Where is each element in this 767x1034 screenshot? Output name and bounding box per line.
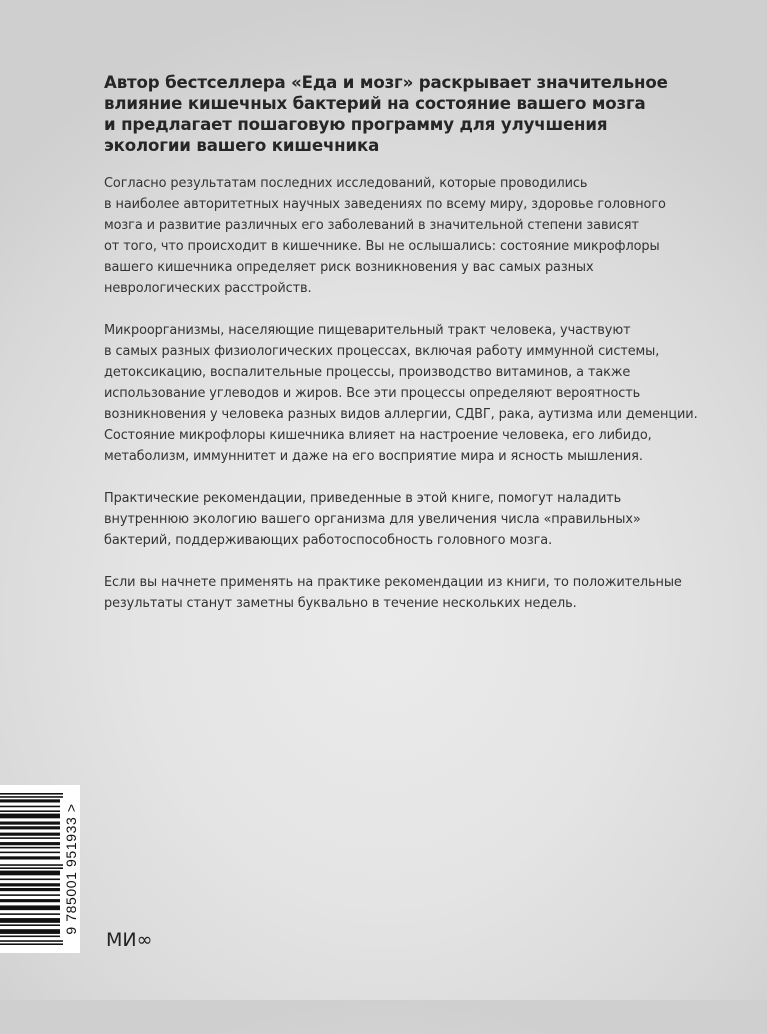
back-cover-text (104, 72, 698, 635)
text-line: Микроорганизмы, населяющие пищеварительный тракт человека, участвуют (104, 323, 631, 338)
barcode-bar (0, 814, 60, 819)
barcode-bar (0, 943, 63, 945)
text-line: в наиболее авторитетных научных заведениях по всему миру, здоровье головного (104, 197, 666, 212)
barcode-bar (0, 924, 60, 926)
isbn-barcode (0, 785, 80, 953)
barcode-bar (0, 899, 60, 902)
text-line: мозга и развитие различных его заболеваний в значительной степени зависят (104, 218, 639, 233)
barcode-bar (0, 879, 60, 881)
barcode-bar (0, 826, 60, 829)
barcode-bar (0, 905, 60, 910)
barcode-bar (0, 833, 60, 836)
text-line: в самых разных физиологических процессах, включая работу иммунной системы, (104, 344, 660, 359)
text-line: внутреннюю экологию вашего организма для увеличения числа «правильных» (104, 512, 641, 527)
barcode-bar (0, 847, 60, 849)
text-line: неврологических расстройств. (104, 281, 312, 296)
barcode-bar (0, 913, 60, 915)
lead-line: экологии вашего кишечника (104, 136, 380, 155)
lead-line: и предлагает пошаговую программу для улучшения (104, 115, 608, 134)
paragraph-research (104, 173, 684, 299)
barcode-bars (0, 793, 63, 1034)
text-line: Состояние микрофлоры кишечника влияет на настроение человека, его либидо, (104, 428, 652, 443)
barcode-bar (0, 793, 63, 795)
barcode-number: 9 785001 951933 > (63, 803, 79, 935)
barcode-bar (0, 806, 60, 808)
text-line: Если вы начнете применять на практике рекомендации из книги, то положительные (104, 575, 682, 590)
barcode-bar (0, 867, 63, 869)
barcode-bar (0, 936, 60, 938)
text-line: детоксикацию, воспалительные процессы, производство витаминов, а также (104, 365, 631, 380)
barcode-bar (0, 822, 60, 825)
barcode-bar (0, 799, 60, 802)
barcode-bar (0, 871, 60, 876)
barcode-bar (0, 796, 63, 798)
text-line: вашего кишечника определяет риск возникновения у вас самых разных (104, 260, 594, 275)
barcode-bar (0, 883, 60, 886)
lead-heading (104, 72, 684, 156)
lead-line: Автор бестселлера «Еда и мозг» раскрывает значительное (104, 73, 668, 92)
barcode-bar (0, 918, 60, 923)
text-line: метаболизм, иммуннитет и даже на его восприятие мира и ясность мышления. (104, 449, 643, 464)
paragraph-recommendations (104, 488, 684, 551)
barcode-bar (0, 856, 60, 859)
paragraph-results (104, 572, 684, 614)
barcode-bar (0, 894, 60, 896)
text-line: от того, что происходит в кишечнике. Вы не ослышались: состояние микрофлоры (104, 239, 660, 254)
text-line: Практические рекомендации, приведенные в этой книге, помогут наладить (104, 491, 622, 506)
text-line: бактерий, поддерживающих работоспособность головного мозга. (104, 533, 553, 548)
paragraph-microorganisms (104, 320, 698, 467)
barcode-bar (0, 929, 60, 934)
barcode-digits (62, 785, 80, 953)
text-line: результаты станут заметны буквально в течение нескольких недель. (104, 596, 577, 611)
barcode-bar (0, 864, 63, 866)
barcode-bar (0, 842, 60, 845)
barcode-bar (0, 837, 60, 839)
text-line: Согласно результатам последних исследований, которые проводились (104, 176, 588, 191)
text-line: использование углеводов и жиров. Все эти процессы определяют вероятность (104, 386, 641, 401)
barcode-bar (0, 888, 60, 891)
text-line: возникновения у человека разных видов аллергии, СДВГ, рака, аутизма или деменции. (104, 407, 698, 422)
lead-line: влияние кишечных бактерий на состояние вашего мозга (104, 94, 646, 113)
barcode-bar (0, 940, 63, 942)
barcode-bar (0, 810, 60, 812)
barcode-bar (0, 852, 60, 854)
publisher-logo: МИ∞ (106, 929, 153, 951)
